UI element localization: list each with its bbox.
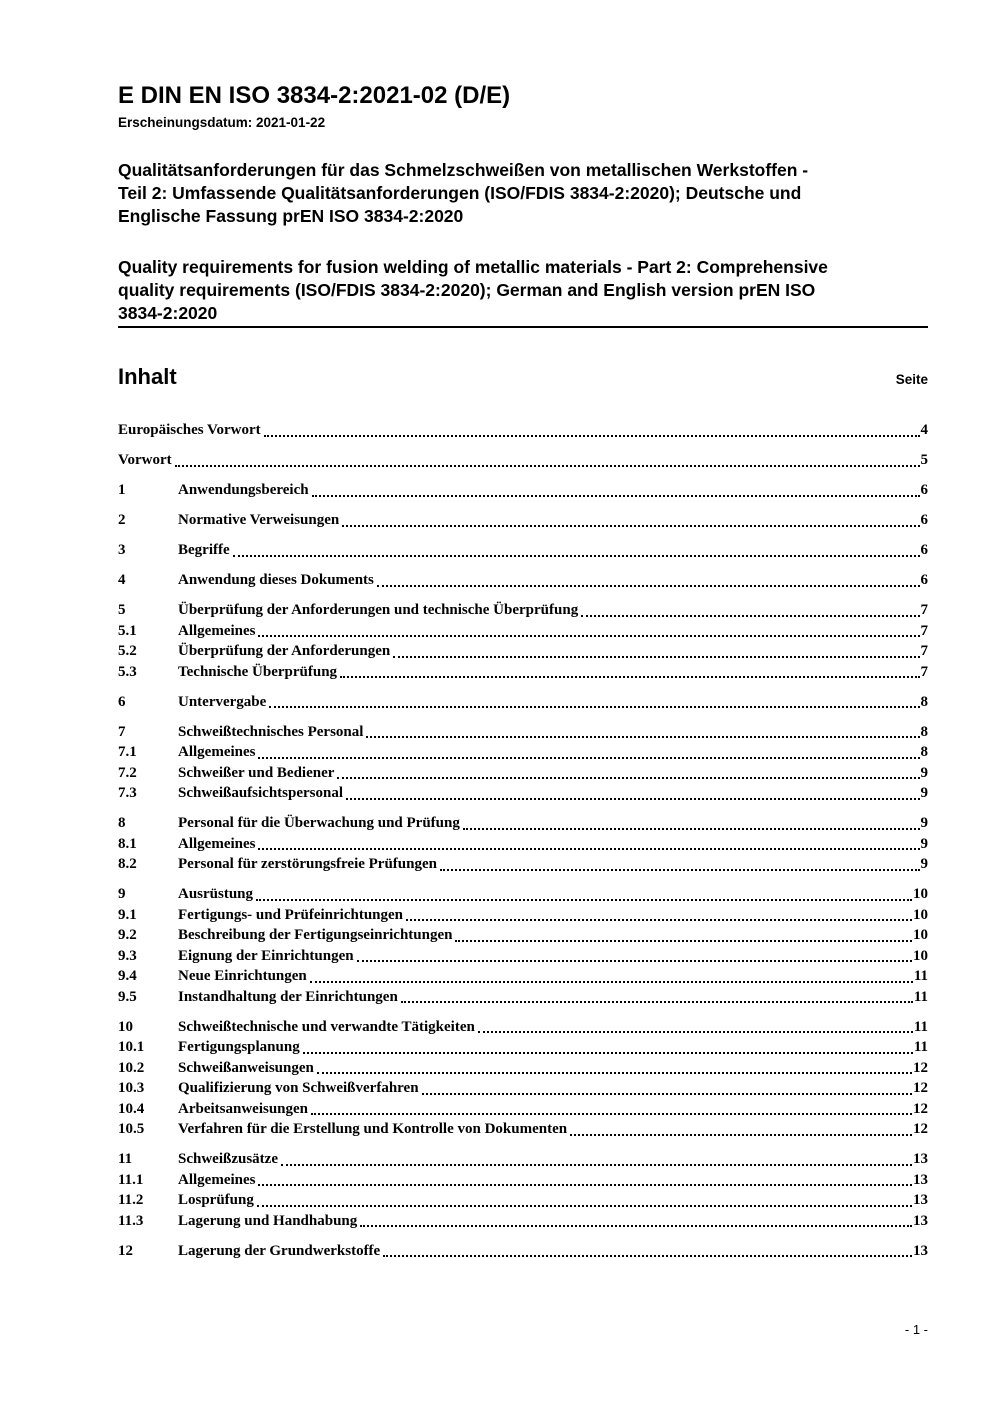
toc-entry-number: 8	[118, 815, 126, 831]
toc-entry-page: 9	[920, 764, 928, 781]
toc-entry-label: Schweißzusätze	[178, 1151, 278, 1167]
toc-entry-page: 13	[913, 1151, 928, 1167]
header-divider	[118, 326, 928, 328]
toc-entry-page: 11	[913, 988, 928, 1005]
toc-entry-label: Überprüfung der Anforderungen	[178, 643, 391, 659]
toc-entry-label: Losprüfung	[178, 1192, 254, 1208]
english-title	[118, 256, 928, 325]
toc-entry	[118, 1211, 928, 1232]
toc-entry-number: 10.5	[118, 1121, 145, 1137]
toc-entry	[118, 946, 928, 967]
toc-entry	[118, 570, 928, 591]
german-title-line: Teil 2: Umfassende Qualitätsanforderungen (ISO/FDIS 3834-2:2020); Deutsche und	[118, 183, 802, 203]
toc-entry-label: Überprüfung der Anforderungen und technische Überprüfung	[178, 602, 579, 618]
toc-entry	[118, 966, 928, 987]
toc-entry-number: 7.2	[118, 764, 137, 781]
toc-entry-page: 12	[913, 1121, 928, 1137]
toc-entry-label: Personal für die Überwachung und Prüfung	[178, 815, 460, 831]
toc-entry-page: 8	[920, 693, 928, 710]
toc-leader-dots	[281, 1164, 912, 1166]
toc-entry-page: 7	[920, 602, 928, 618]
toc-entry	[118, 420, 928, 441]
toc-leader-dots	[269, 706, 919, 708]
toc-entry-label: Schweißaufsichtspersonal	[178, 785, 344, 801]
toc-entry-label: Anwendungsbereich	[178, 482, 309, 498]
toc-entry	[118, 884, 928, 905]
toc-entry	[118, 742, 928, 763]
toc-entry-number: 9	[118, 886, 126, 902]
toc-leader-dots	[257, 1205, 912, 1207]
toc-entry	[118, 1099, 928, 1120]
toc-entry-page: 10	[913, 927, 928, 943]
toc-entry-page: 10	[913, 947, 928, 964]
toc-entry	[118, 834, 928, 855]
english-title-line: quality requirements (ISO/FDIS 3834-2:2020); German and English version prEN ISO	[118, 280, 816, 300]
toc-leader-dots	[581, 615, 919, 617]
toc-leader-dots	[340, 676, 919, 678]
toc-entry-page: 12	[913, 1080, 928, 1096]
german-title-line: Qualitätsanforderungen für das Schmelzschweißen von metallischen Werkstoffen -	[118, 160, 809, 180]
toc-entry-page: 5	[920, 452, 928, 468]
toc-entry-number: 7	[118, 723, 126, 740]
toc-entry-page: 11	[913, 968, 928, 984]
toc-leader-dots	[401, 1001, 913, 1003]
toc-leader-dots	[311, 1113, 912, 1115]
english-title-line: 3834-2:2020	[118, 303, 218, 323]
toc-entry-label: Eignung der Einrichtungen	[178, 947, 354, 964]
toc-entry-label: Technische Überprüfung	[178, 663, 338, 680]
toc-entry-label: Qualifizierung von Schweißverfahren	[178, 1080, 419, 1096]
toc-entry-label: Schweißtechnisches Personal	[178, 723, 364, 740]
toc-entry-number: 7.3	[118, 785, 137, 801]
toc-leader-dots	[303, 1052, 913, 1054]
toc-leader-dots	[360, 1225, 912, 1227]
toc-entry-label: Neue Einrichtungen	[178, 968, 307, 984]
toc-entry	[118, 621, 928, 642]
toc-entry-number: 9.1	[118, 906, 137, 923]
toc-leader-dots	[258, 848, 919, 850]
toc-entry-label: Fertigungsplanung	[178, 1039, 300, 1055]
toc-entry-number: 11.2	[118, 1192, 144, 1208]
toc-entry-number: 1	[118, 482, 126, 498]
toc-group	[118, 1017, 928, 1140]
toc-entry	[118, 662, 928, 683]
toc-entry	[118, 692, 928, 713]
toc-entry-label: Verfahren für die Erstellung und Kontrolle von Dokumenten	[178, 1121, 568, 1137]
toc-entry-label: Untervergabe	[178, 693, 267, 710]
toc-entry	[118, 1190, 928, 1211]
toc-leader-dots	[264, 435, 920, 437]
toc-entry-number: 10.4	[118, 1100, 145, 1117]
toc-entry-label: Arbeitsanweisungen	[178, 1100, 309, 1117]
toc-leader-dots	[258, 635, 919, 637]
toc-entry-label: Allgemeines	[178, 1171, 256, 1188]
toc-leader-dots	[463, 828, 920, 830]
toc-entry-label: Instandhaltung der Einrichtungen	[178, 988, 398, 1005]
toc-entry-label: Allgemeines	[178, 744, 256, 760]
toc-entry	[118, 763, 928, 784]
toc-entry-label: Anwendung dieses Dokuments	[178, 572, 374, 588]
page-number-footer: - 1 -	[904, 1322, 928, 1337]
toc-entry-page: 7	[920, 622, 928, 639]
release-date: Erscheinungsdatum: 2021-01-22	[118, 115, 326, 130]
toc-entry	[118, 1170, 928, 1191]
toc-entry	[118, 1241, 928, 1262]
toc-entry-number: 3	[118, 542, 126, 558]
toc-entry-page: 10	[913, 886, 928, 902]
toc-leader-dots	[258, 1184, 912, 1186]
toc-leader-dots	[570, 1134, 912, 1136]
toc-entry-number: 10	[118, 1018, 133, 1035]
toc-group	[118, 540, 928, 561]
toc-entry-page: 6	[920, 542, 928, 558]
toc-leader-dots	[175, 465, 920, 467]
toc-leader-dots	[377, 585, 920, 587]
toc-entry	[118, 722, 928, 743]
toc-entry-page: 9	[920, 785, 928, 801]
german-title-line: Englische Fassung prEN ISO 3834-2:2020	[118, 206, 464, 226]
toc-entry-page: 9	[920, 856, 928, 872]
toc-entry-label: Allgemeines	[178, 835, 256, 852]
toc-group	[118, 480, 928, 501]
toc-entry-number: 7.1	[118, 744, 137, 760]
toc-entry-label: Ausrüstung	[178, 886, 254, 902]
toc-leader-dots	[310, 981, 913, 983]
toc-entry	[118, 783, 928, 804]
toc-entry-page: 6	[920, 512, 928, 528]
toc-entry-number: 8.2	[118, 856, 137, 872]
toc-leader-dots	[337, 777, 919, 779]
toc-entry-number: 9.5	[118, 988, 137, 1005]
toc-entry-number: 9.3	[118, 947, 137, 964]
toc-entry-number: 9.4	[118, 968, 137, 984]
toc-entry-number: 9.2	[118, 927, 137, 943]
toc-entry	[118, 510, 928, 531]
toc-entry-number: 5.1	[118, 622, 137, 639]
toc-entry	[118, 854, 928, 875]
toc-entry-page: 8	[920, 744, 928, 760]
toc-leader-dots	[455, 940, 912, 942]
toc-entry	[118, 540, 928, 561]
toc-leader-dots	[258, 757, 919, 759]
toc-entry-page: 13	[913, 1171, 928, 1188]
toc-entry-page: 7	[920, 663, 928, 680]
toc-leader-dots	[233, 555, 920, 557]
toc-entry-number: 5.2	[118, 643, 137, 659]
toc-entry	[118, 600, 928, 621]
document-number: E DIN EN ISO 3834-2:2021-02 (D/E)	[118, 82, 511, 109]
toc-entry-label: Vorwort	[118, 452, 172, 468]
toc-leader-dots	[317, 1072, 912, 1074]
toc-entry-number: 8.1	[118, 835, 137, 852]
page-column-label: Seite	[895, 372, 928, 387]
toc-entry-number: 11.3	[118, 1212, 144, 1229]
toc-group	[118, 600, 928, 682]
toc-entry-label: Begriffe	[178, 542, 230, 558]
toc-entry	[118, 480, 928, 501]
toc-entry	[118, 641, 928, 662]
toc-entry-label: Schweißer und Bediener	[178, 764, 335, 781]
toc-entry-number: 6	[118, 693, 126, 710]
toc-leader-dots	[366, 736, 919, 738]
toc-entry-label: Schweißtechnische und verwandte Tätigkeiten	[178, 1018, 475, 1035]
toc-entry-label: Lagerung der Grundwerkstoffe	[178, 1242, 381, 1259]
toc-entry-page: 6	[920, 482, 928, 498]
toc-group	[118, 1149, 928, 1231]
toc-entry	[118, 1149, 928, 1170]
toc-entry-page: 11	[913, 1039, 928, 1055]
toc-entry-page: 10	[913, 906, 928, 923]
toc-leader-dots	[342, 525, 919, 527]
toc-entry	[118, 1119, 928, 1140]
toc-leader-dots	[383, 1255, 912, 1257]
toc-group	[118, 1241, 928, 1262]
toc-header	[118, 364, 928, 390]
page-content	[118, 0, 928, 1271]
toc-entry-number: 5	[118, 602, 126, 618]
toc-entry	[118, 925, 928, 946]
toc-entry-number: 10.2	[118, 1059, 145, 1076]
toc-entry-number: 10.1	[118, 1039, 145, 1055]
toc-group	[118, 692, 928, 713]
toc-entry-page: 12	[913, 1059, 928, 1076]
toc-entry-number: 4	[118, 572, 126, 588]
toc-entry-page: 8	[920, 723, 928, 740]
toc-entry	[118, 987, 928, 1008]
toc-leader-dots	[393, 656, 919, 658]
toc-leader-dots	[440, 869, 920, 871]
toc-entry-page: 11	[913, 1018, 928, 1035]
toc-leader-dots	[406, 919, 912, 921]
toc-leader-dots	[346, 798, 919, 800]
toc-entry-number: 2	[118, 512, 126, 528]
toc-entry-page: 9	[920, 835, 928, 852]
toc-entry-page: 9	[920, 815, 928, 831]
toc-entry-number: 11.1	[118, 1171, 144, 1188]
toc-entry-page: 6	[920, 572, 928, 588]
toc-group	[118, 510, 928, 531]
toc-leader-dots	[256, 899, 912, 901]
toc-group	[118, 570, 928, 591]
toc-entry	[118, 1058, 928, 1079]
toc-entry	[118, 905, 928, 926]
toc-entry-page: 13	[913, 1192, 928, 1208]
toc-entry-label: Personal für zerstörungsfreie Prüfungen	[178, 856, 437, 872]
toc-leader-dots	[357, 960, 912, 962]
toc-entry	[118, 813, 928, 834]
toc-entry-number: 10.3	[118, 1080, 145, 1096]
toc-leader-dots	[312, 495, 920, 497]
toc-entry-page: 7	[920, 643, 928, 659]
toc-group	[118, 813, 928, 875]
toc-heading: Inhalt	[118, 364, 177, 389]
toc-entry-page: 4	[920, 422, 928, 438]
toc-entry-page: 13	[913, 1242, 928, 1259]
english-title-line: Quality requirements for fusion welding of metallic materials - Part 2: Comprehensive	[118, 257, 828, 277]
toc-group	[118, 420, 928, 441]
toc-entry-label: Lagerung und Handhabung	[178, 1212, 358, 1229]
toc-leader-dots	[478, 1031, 913, 1033]
toc-entry	[118, 450, 928, 471]
toc-entry	[118, 1078, 928, 1099]
toc-entry-page: 13	[913, 1212, 928, 1229]
toc-entry-label: Schweißanweisungen	[178, 1059, 314, 1076]
toc-entry	[118, 1017, 928, 1038]
toc-entry-label: Normative Verweisungen	[178, 512, 340, 528]
toc-leader-dots	[422, 1093, 912, 1095]
toc-entry-number: 12	[118, 1242, 133, 1259]
toc-group	[118, 450, 928, 471]
toc-entry-number: 11	[118, 1151, 133, 1167]
toc-entry-label: Allgemeines	[178, 622, 256, 639]
german-title	[118, 159, 928, 228]
toc-group	[118, 884, 928, 1007]
toc-entry	[118, 1037, 928, 1058]
toc-entry-page: 12	[913, 1100, 928, 1117]
toc-entry-label: Beschreibung der Fertigungseinrichtungen	[178, 927, 453, 943]
toc-entry-label: Europäisches Vorwort	[118, 422, 261, 438]
toc-entry-label: Fertigungs- und Prüfeinrichtungen	[178, 906, 404, 923]
toc-entry-number: 5.3	[118, 663, 137, 680]
toc-list	[118, 420, 928, 1261]
toc-group	[118, 722, 928, 804]
